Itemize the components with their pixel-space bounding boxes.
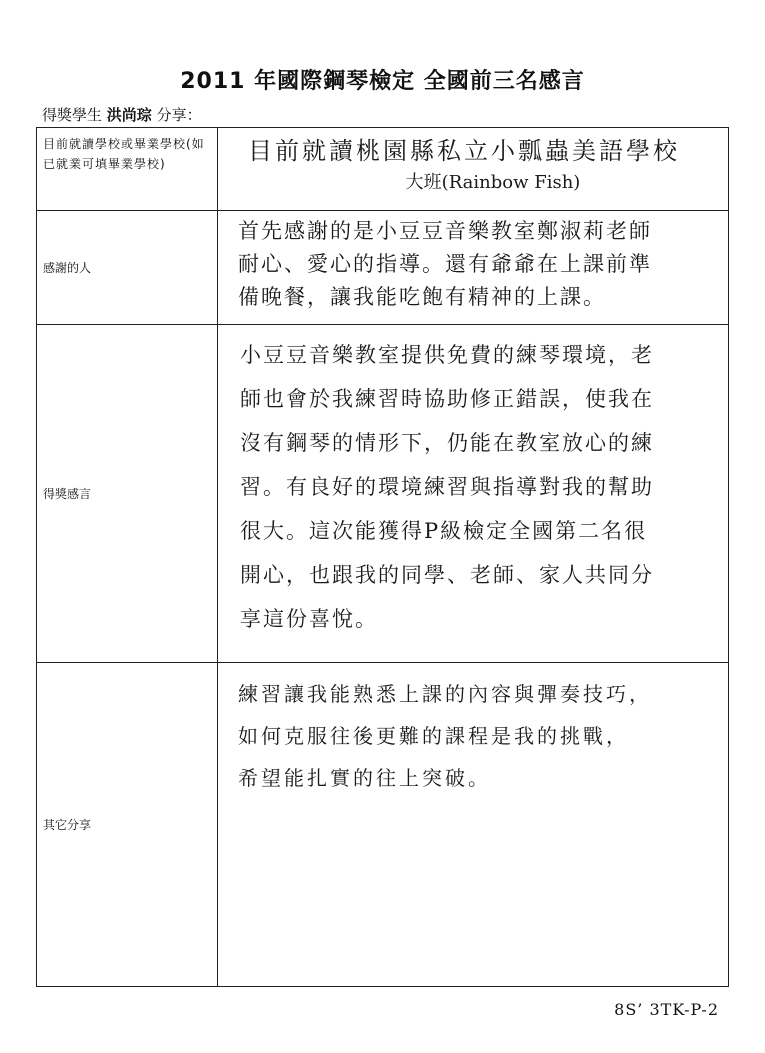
other-text [218,663,728,799]
student-suffix: 分享： [156,106,202,124]
thanks-line: 備晚餐，讓我能吃飽有精神的上課。 [238,285,606,309]
thanks-row [37,211,729,325]
other-row [37,663,729,987]
footer-code: 8S’ 3TK-P-2 [614,1000,719,1019]
thanks-line: 首先感謝的是小豆豆音樂教室鄭淑莉老師 [238,219,652,243]
award-line: 享這份喜悅。 [240,607,378,631]
award-line: 開心，也跟我的同學、老師、家人共同分 [240,563,654,587]
other-line: 練習讓我能熟悉上課的內容與彈奏技巧， [238,682,652,706]
page-title: 2011 年國際鋼琴檢定 全國前三名感言 [180,69,585,94]
school-content [218,128,729,211]
other-line: 如何克服往後更難的課程是我的挑戰， [238,724,629,748]
student-name: 洪尚琮 [106,106,152,124]
thanks-text [218,211,728,314]
award-line: 習。有良好的環境練習與指導對我的幫助 [240,475,654,499]
student-line [42,104,202,125]
award-line: 沒有鋼琴的情形下，仍能在教室放心的練 [240,431,654,455]
award-line: 很大。這次能獲得P級檢定全國第二名很 [240,519,648,543]
other-line: 希望能扎實的往上突破。 [238,766,491,790]
school-row [37,128,729,211]
award-label: 得獎感言 [37,325,218,663]
thanks-line: 耐心、愛心的指導。還有爺爺在上課前準 [238,252,652,276]
other-content [218,663,729,987]
student-prefix: 得獎學生 [42,106,103,124]
thanks-content [218,211,729,325]
school-line-2: 大班(Rainbow Fish) [405,172,581,193]
other-label: 其它分享 [37,663,218,987]
school-line-1: 目前就讀桃園縣私立小瓢蟲美語學校 [248,137,680,165]
testimonial-form-table [36,127,729,987]
award-row [37,325,729,663]
award-content [218,325,729,663]
award-text [218,325,728,641]
award-line: 小豆豆音樂教室提供免費的練琴環境，老 [240,343,654,367]
award-line: 師也會於我練習時協助修正錯誤，使我在 [240,387,654,411]
school-label: 目前就讀學校或畢業學校(如已就業可填畢業學校) [37,128,218,211]
thanks-label: 感謝的人 [37,211,218,325]
